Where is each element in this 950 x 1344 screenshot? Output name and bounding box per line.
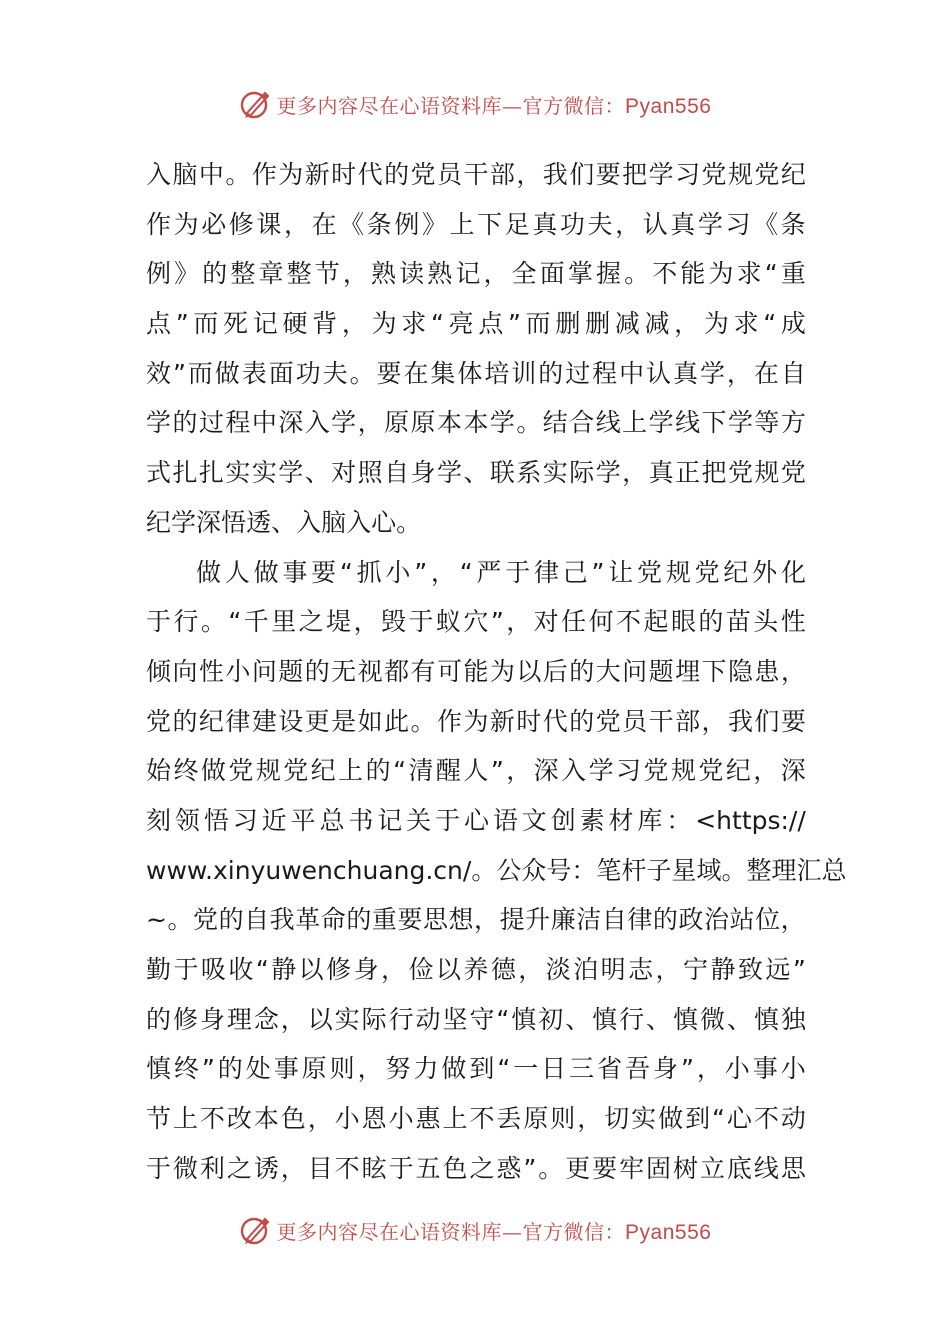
text-line: ~ 。 党 的 自 我 革 命 的 重 要 思 想 ， 提 升 廉 洁 自 律 的 政 治 站 位 ，	[146, 905, 806, 935]
text-line: 慎 终 ” 的 处 事 原 则 ， 努 力 做 到 “ 一 日 三 省 吾 身 ” ， 小 事 小	[146, 1054, 806, 1084]
text-line: 纪 学 深 悟 透 、 入 脑 入 心 。	[146, 507, 422, 537]
text-line: 始 终 做 党 规 党 纪 上 的 “ 清 醒 人 ” ， 深 入 学 习 党 规 党 纪 ， 深	[146, 756, 806, 786]
text-line: 学 的 过 程 中 深 入 学 ， 原 原 本 本 学 。 结 合 线 上 学 线 下 学 等 方	[146, 408, 806, 438]
pen-nib-logo-icon	[239, 87, 273, 121]
text-line: 刻 领 悟 习 近 平 总 书 记 关 于 心 语 文 创 素 材 库 ： <https://	[146, 805, 806, 835]
text-line: 式 扎 扎 实 实 学 、 对 照 自 身 学 、 联 系 实 际 学 ， 真 正 把 党 规 党	[146, 458, 806, 488]
paragraph-first-line: 做 人 做 事 要 “ 抓 小 ” ， “ 严 于 律 己 ” 让 党 规 党 纪 外 化	[196, 557, 806, 587]
footer-watermark	[0, 1210, 950, 1250]
text-line: 于 微 利 之 诱 ， 目 不 眩 于 五 色 之 惑 ” 。 更 要 牢 固 树 立 底 线 思	[146, 1153, 806, 1183]
document-body	[146, 150, 847, 1193]
text-line: 例 》 的 整 章 整 节 ， 熟 读 熟 记 ， 全 面 掌 握 。 不 能 为 求 “ 重	[146, 259, 806, 289]
header-watermark-text: 更多内容尽在心语资料库—官方微信：Pyan556	[276, 93, 712, 118]
text-line: 的 修 身 理 念 ， 以 实 际 行 动 坚 守 “ 慎 初 、 慎 行 、 慎 微 、 慎 独	[146, 1004, 806, 1034]
text-line: 党 的 纪 律 建 设 更 是 如 此 。 作 为 新 时 代 的 党 员 干 部 ， 我 们 要	[146, 706, 806, 736]
footer-watermark-text: 更多内容尽在心语资料库—官方微信：Pyan556	[276, 1219, 712, 1244]
text-line: www.xinyuwenchuang.cn/ 。 公 众 号 ： 笔 杆 子 星 域 。 整 理 汇 总	[146, 855, 847, 885]
text-line: 节 上 不 改 本 色 ， 小 恩 小 惠 上 不 丢 原 则 ， 切 实 做 到 “ 心 不 动	[146, 1104, 806, 1134]
text-line: 勤 于 吸 收 “ 静 以 修 身 ， 俭 以 养 德 ， 淡 泊 明 志 ， 宁 静 致 远 ”	[146, 955, 806, 984]
text-line: 于 行 。 “ 千 里 之 堤 ， 毁 于 蚁 穴 ” ， 对 任 何 不 起 眼 的 苗 头 性	[146, 607, 806, 637]
text-line: 作 为 必 修 课 ， 在 《 条 例 》 上 下 足 真 功 夫 ， 认 真 学 习 《 条	[146, 209, 806, 239]
text-line: 点 ” 而 死 记 硬 背 ， 为 求 “ 亮 点 ” 而 删 删 减 减 ， 为 求 “ 成	[146, 309, 806, 339]
pen-nib-logo-icon	[239, 1213, 273, 1247]
text-line: 倾 向 性 小 问 题 的 无 视 都 有 可 能 为 以 后 的 大 问 题 埋 下 隐 患 ，	[146, 656, 806, 686]
text-line: 入 脑 中 。 作 为 新 时 代 的 党 员 干 部 ， 我 们 要 把 学 习 党 规 党 纪	[146, 160, 806, 189]
header-watermark	[0, 84, 950, 124]
text-line: 效 ” 而 做 表 面 功 夫 。 要 在 集 体 培 训 的 过 程 中 认 真 学 ， 在 自	[146, 358, 806, 388]
